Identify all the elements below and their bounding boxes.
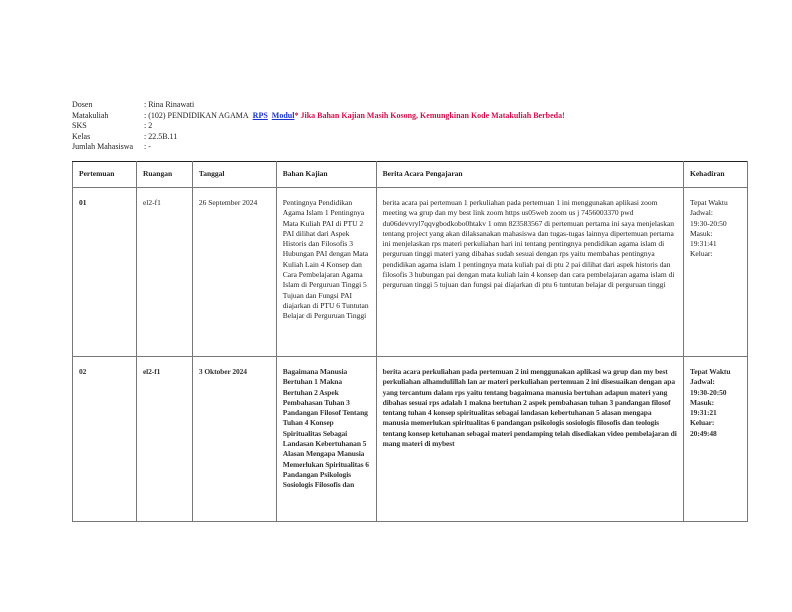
table-header-row (73, 162, 748, 188)
sks-label: SKS (72, 121, 87, 130)
sks-value: : 2 (144, 121, 153, 130)
info-kelas (72, 132, 565, 143)
kehadiran-jadwal-label: Jadwal: (690, 208, 713, 218)
cell-kehadiran (684, 357, 748, 522)
course-info (72, 100, 565, 153)
dosen-label: Dosen (72, 100, 93, 109)
attendance-table (72, 161, 748, 522)
cell-pertemuan: 02 (73, 357, 137, 522)
cell-tanggal: 26 September 2024 (192, 188, 276, 357)
matakuliah-value: : (102) PENDIDIKAN AGAMA (144, 110, 249, 120)
kehadiran-masuk-value: 19:31:21 (690, 408, 717, 418)
header-kehadiran: Kehadiran (684, 162, 748, 188)
header-berita-acara: Berita Acara Pengajaran (376, 162, 683, 188)
kehadiran-jadwal-value: 19:30-20:50 (690, 218, 727, 228)
cell-kehadiran (684, 188, 748, 357)
matakuliah-label: Matakuliah (72, 110, 109, 120)
info-sks (72, 121, 565, 132)
jumlah-label: Jumlah Mahasiswa (72, 142, 134, 151)
kehadiran-jadwal-value: 19:30-20:50 (690, 387, 727, 397)
table-row (73, 357, 748, 522)
kelas-label: Kelas (72, 131, 91, 141)
header-ruangan: Ruangan (136, 162, 192, 188)
kehadiran-keluar-label: Keluar: (690, 418, 715, 428)
cell-berita-acara: berita acara perkuliahan pada pertemuan 2 ini menggunakan aplikasi wa grup dan my best perkuliahan alhamdulillah lan ar materi perkuliahan pertemuan 2 ini disesuaikan dengan apa yang tercantum dalam rps yaitu tentang bagaimana manusia bertuhan adapun materi yang dibahas sesuai rps adalah 1 makna bertuhan 2 aspek pembahasan tuhan 3 pandangan filosof tentang tuhan 4 konsep spiritualitas sebagai landasan kebertuhanan 5 alasan mengapa manusia memerlukan spiritualitas 6 pandangan psikologis sosiologis filosofis dan teologis tentang konsep ketuhanan sebagai materi pendamping telah disediakan video pembelajaran di mang materi di mybest (376, 357, 683, 522)
kehadiran-keluar-value: 20:49:48 (690, 428, 717, 438)
kelas-value: : 22.5B.11 (144, 131, 178, 141)
cell-berita-acara: berita acara pai pertemuan 1 perkuliahan pada pertemuan 1 ini menggunakan aplikasi zoom meeting wa grup dan my best link zoom https us05web zoom us j 7456003370 pwd du06devvryl7qqvgbodkobo0htakv 1 omn 823583567 di pertemuan pertama ini saya menjelaskan tentang project yang akan dilaksanakan mahasiswa dan tugas-tugas lainnya dipertemuan pertama ini menjelaskan rps materi perkuliahan hari ini tentang pentingnya pendidikan agama islam di perguruan tinggi materi yang dibahas sudah sesuai dengan rps yaitu membahas pentingnya pendidikan agama islam 1 pentingnya mata kuliah pai di ptu 2 pai dilihat dari aspek historis dan filosofis 3 hubungan pai dengan mata kuliah lain 4 konsep dan cara pembelajaran agama islam di perguruan tinggi 5 tujuan dan fungsi pai diajarkan di ptu 6 tuntutan belajar di perguruan tinggi (376, 188, 683, 357)
info-matakuliah (72, 111, 565, 122)
kehadiran-keluar-label: Keluar: (690, 249, 713, 259)
jumlah-value: : - (144, 142, 151, 151)
cell-pertemuan: 01 (73, 188, 137, 357)
kehadiran-status: Tepat Waktu (690, 367, 731, 376)
cell-bahan-kajian: Pentingnya Pendidikan Agama Islam 1 Pentingnya Mata Kuliah PAI di PTU 2 PAI dilihat dari Aspek Historis dan Filosofis 3 Hubungan PAI dengan Mata Kuliah Lain 4 Konsep dan Cara Pembelajaran Agama Islam di Perguruan Tinggi 5 Tujuan dan Fungsi PAI diajarkan di PTU 6 Tuntutan Belajar di Perguruan Tinggi (276, 188, 376, 357)
kehadiran-status: Tepat Waktu (690, 198, 728, 207)
cell-tanggal: 3 Oktober 2024 (192, 357, 276, 522)
header-tanggal: Tanggal (192, 162, 276, 188)
table-row (73, 188, 748, 357)
kode-warning: * Jika Bahan Kajian Masih Kosong, Kemungkinan Kode Matakuliah Berbeda! (294, 110, 565, 120)
info-jumlah (72, 142, 565, 153)
cell-ruangan: el2-f1 (136, 188, 192, 357)
cell-ruangan: el2-f1 (136, 357, 192, 522)
cell-bahan-kajian: Bagaimana Manusia Bertuhan 1 Makna Bertuhan 2 Aspek Pembahasan Tuhan 3 Pandangan Filosof Tentang Tuhan 4 Konsep Spiritualitas Sebagai Landasan Kebertuhanan 5 Alasan Mengapa Manusia Memerlukan Spiritualitas 6 Pandangan Psikologis Sosiologis Filosofis dan (276, 357, 376, 522)
rps-link[interactable]: RPS (252, 110, 268, 120)
kehadiran-masuk-label: Masuk: (690, 397, 715, 407)
kehadiran-masuk-label: Masuk: (690, 228, 713, 238)
header-bahan-kajian: Bahan Kajian (276, 162, 376, 188)
dosen-value: : Rina Rinawati (144, 100, 195, 109)
header-pertemuan: Pertemuan (73, 162, 137, 188)
info-dosen (72, 100, 565, 111)
kehadiran-jadwal-label: Jadwal: (690, 377, 715, 387)
kehadiran-masuk-value: 19:31:41 (690, 239, 717, 249)
modul-link[interactable]: Modul (271, 110, 295, 120)
